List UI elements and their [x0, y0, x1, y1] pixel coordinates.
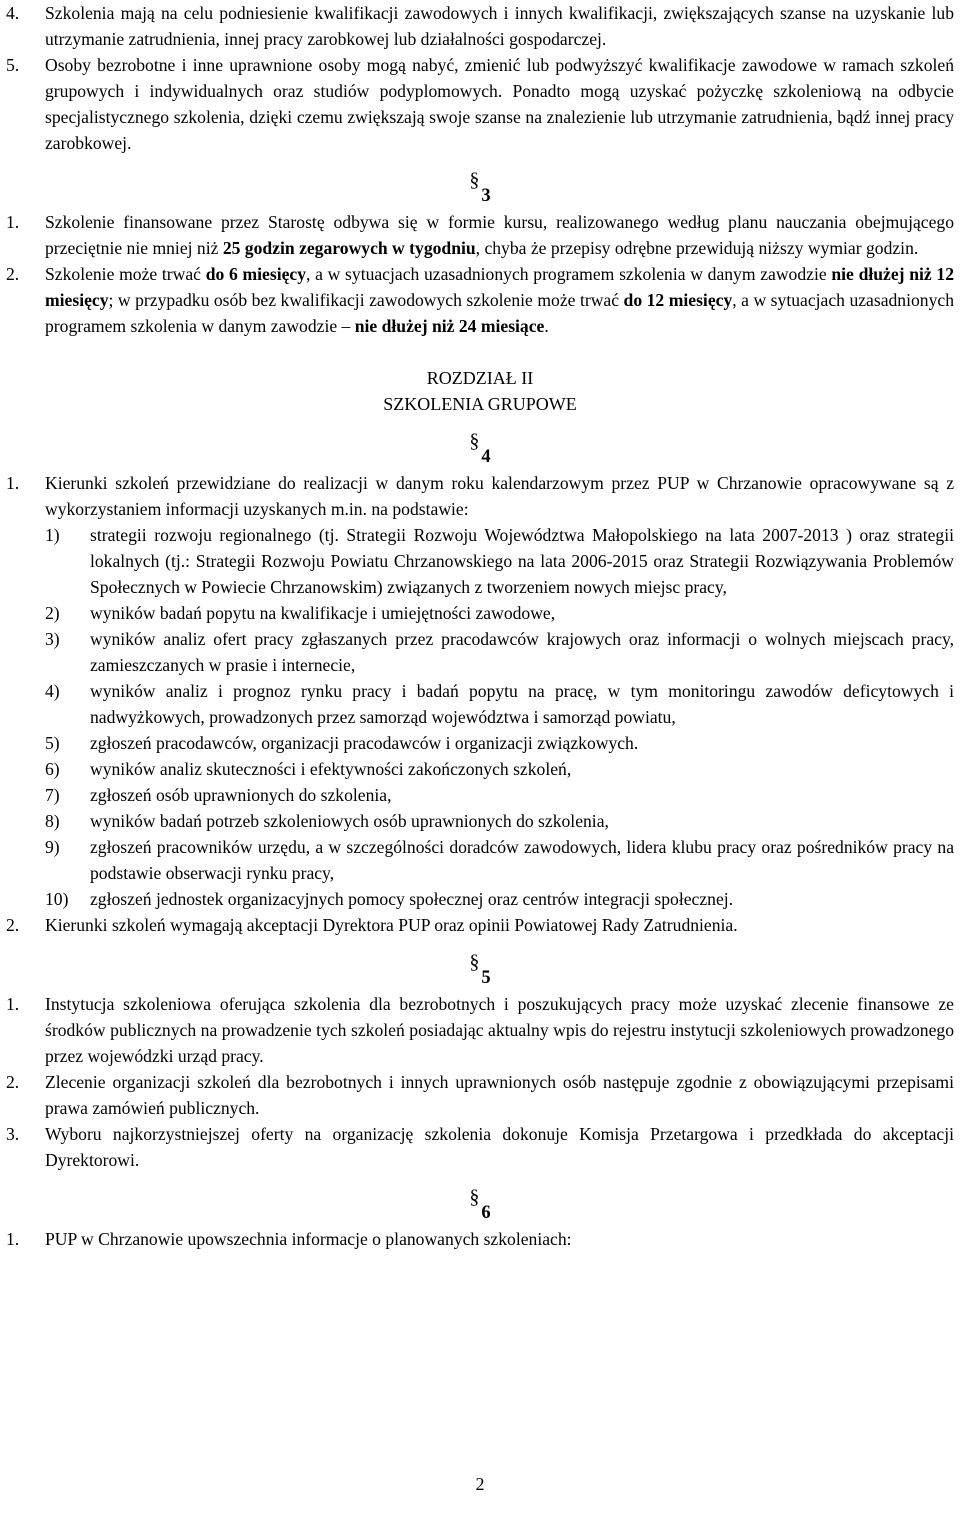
list-number: 2) — [45, 603, 60, 623]
list-item — [6, 782, 954, 808]
paragraph-text: Szkolenia mają na celu podniesienie kwalifikacji zawodowych i innych kwalifikacji, zwiększających szanse na uzyskanie lub utrzymanie zatrudnienia, innej pracy zarobkowej lub działalności gospodarczej. — [45, 3, 954, 49]
paragraph-number: 3. — [6, 1124, 20, 1144]
paragraph-text: PUP w Chrzanowie upowszechnia informacje o planowanych szkoleniach: — [45, 1229, 572, 1249]
list-number: 10) — [45, 889, 69, 909]
bold-text: do 6 miesięcy — [205, 264, 306, 284]
list-item — [6, 730, 954, 756]
list-number: 9) — [45, 837, 60, 857]
paragraph-number: 1. — [6, 1229, 20, 1249]
section-4-heading — [6, 430, 954, 470]
list-item — [6, 600, 954, 626]
list-text: wyników analiz i prognoz rynku pracy i badań popytu na pracę, w tym monitoringu zawodów deficytowych i nadwyżkowych, prowadzonych przez samorząd województwa i samorząd powiatu, — [90, 681, 954, 727]
list-number: 1) — [45, 525, 60, 545]
bold-text: nie dłużej niż 12 miesięcy — [45, 264, 954, 310]
paragraph-number: 2. — [6, 264, 20, 284]
list-item — [6, 626, 954, 678]
list-number: 7) — [45, 785, 60, 805]
s5-paragraph-2 — [6, 1069, 954, 1121]
paragraph-5 — [6, 52, 954, 156]
section-symbol: § — [469, 1186, 480, 1208]
list-text: wyników badań popytu na kwalifikacje i umiejętności zawodowe, — [90, 603, 556, 623]
section-3-heading — [6, 169, 954, 209]
paragraph-number: 5. — [6, 55, 20, 75]
list-item — [6, 756, 954, 782]
list-text: wyników analiz skuteczności i efektywności zakończonych szkoleń, — [90, 759, 572, 779]
paragraph-number: 2. — [6, 915, 20, 935]
text: Szkolenie może trwać — [45, 264, 206, 284]
bold-text: 25 godzin zegarowych w tygodniu — [222, 238, 476, 258]
list-item — [6, 522, 954, 600]
list-text: wyników analiz ofert pracy zgłaszanych przez pracodawców krajowych oraz informacji o wolnych miejscach pracy, zamieszczanych w prasie i internecie, — [90, 629, 954, 675]
s4-list — [6, 522, 954, 912]
paragraph-number: 1. — [6, 994, 20, 1014]
paragraph-text: Instytucja szkoleniowa oferująca szkolenia dla bezrobotnych i poszukujących pracy może uzyskać zlecenie finansowe ze środków publicznych na prowadzenie tych szkoleń posiadając aktualny wpis do rejestru instytucji szkoleniowych prowadzonego przez wojewódzki urząd pracy. — [45, 994, 954, 1066]
section-number: 6 — [481, 1203, 491, 1223]
paragraph-text: Osoby bezrobotne i inne uprawnione osoby mogą nabyć, zmienić lub podwyższyć kwalifikacje zawodowe w ramach szkoleń grupowych i indywidualnych oraz studiów podyplomowych. Ponadto mogą uzyskać pożyczkę szkoleniową na odbycie specjalistycznego szkolenia, dzięki czemu zwiększają swoje szanse na znalezienie lub utrzymanie zatrudnienia, bądź innej pracy zarobkowej. — [45, 55, 954, 153]
s6-paragraph-1 — [6, 1226, 954, 1252]
list-number: 8) — [45, 811, 60, 831]
section-6-heading — [6, 1186, 954, 1226]
list-number: 4) — [45, 681, 60, 701]
paragraph-text: Zlecenie organizacji szkoleń dla bezrobotnych i innych uprawnionych osób następuje zgodnie z obowiązującymi przepisami prawa zamówień publicznych. — [45, 1072, 954, 1118]
list-text: zgłoszeń jednostek organizacyjnych pomocy społecznej oraz centrów integracji społecznej. — [90, 889, 734, 909]
list-text: wyników badań potrzeb szkoleniowych osób uprawnionych do szkolenia, — [90, 811, 609, 831]
paragraph-number: 4. — [6, 3, 20, 23]
s5-paragraph-3 — [6, 1121, 954, 1173]
text: Szkolenie finansowane przez Starostę odbywa się w formie kursu, realizowanego według planu nauczania obejmującego przeciętnie nie mniej niż — [45, 212, 954, 258]
paragraph-text: Kierunki szkoleń wymagają akceptacji Dyrektora PUP oraz opinii Powiatowej Rady Zatrudnienia. — [45, 915, 738, 935]
list-number: 6) — [45, 759, 60, 779]
list-item — [6, 834, 954, 886]
list-item — [6, 678, 954, 730]
paragraph-number: 2. — [6, 1072, 20, 1092]
text: , a w sytuacjach uzasadnionych programem szkolenia w danym zawodzie – — [45, 290, 954, 336]
list-item — [6, 808, 954, 834]
bold-text: do 12 miesięcy — [623, 290, 733, 310]
s4-paragraph-1 — [6, 470, 954, 522]
s3-paragraph-2 — [6, 261, 954, 339]
s3-paragraph-1 — [6, 209, 954, 261]
list-text: zgłoszeń pracodawców, organizacji pracodawców i organizacji związkowych. — [90, 733, 639, 753]
s4-paragraph-2 — [6, 912, 954, 938]
text: . — [544, 316, 549, 336]
s5-paragraph-1 — [6, 991, 954, 1069]
paragraph-text: Wyboru najkorzystniejszej oferty na organizację szkolenia dokonuje Komisja Przetargowa i przedkłada do akceptacji Dyrektorowi. — [45, 1124, 954, 1170]
list-text: zgłoszeń pracowników urzędu, a w szczególności doradców zawodowych, lidera klubu pracy oraz pośredników pracy na podstawie obserwacji rynku pracy, — [90, 837, 954, 883]
section-number: 5 — [481, 968, 491, 988]
list-item — [6, 886, 954, 912]
section-5-heading — [6, 951, 954, 991]
section-symbol: § — [469, 169, 480, 191]
paragraph-number: 1. — [6, 473, 20, 493]
paragraph-number: 1. — [6, 212, 20, 232]
section-symbol: § — [469, 430, 480, 452]
list-number: 3) — [45, 629, 60, 649]
section-number: 3 — [481, 186, 491, 206]
list-number: 5) — [45, 733, 60, 753]
section-number: 4 — [481, 447, 491, 467]
section-symbol: § — [469, 951, 480, 973]
list-text: strategii rozwoju regionalnego (tj. Strategii Rozwoju Województwa Małopolskiego na lata 2007-2013 ) oraz strategii lokalnych (tj.: Strategii Rozwoju Powiatu Chrzanowskiego na lata 2006-2015 oraz Strategii Rozwiązywania Problemów Społecznych w Powiecie Chrzanowskim) związanych z tworzeniem nowych miejsc pracy, — [90, 525, 954, 597]
list-text: zgłoszeń osób uprawnionych do szkolenia, — [90, 785, 392, 805]
paragraph-4 — [6, 0, 954, 52]
chapter-subtitle: SZKOLENIA GRUPOWE — [383, 394, 577, 414]
bold-text: nie dłużej niż 24 miesiące — [354, 316, 545, 336]
paragraph-text: Kierunki szkoleń przewidziane do realizacji w danym roku kalendarzowym przez PUP w Chrzanowie opracowywane są z wykorzystaniem informacji uzyskanych m.in. na podstawie: — [45, 473, 954, 519]
chapter-title: ROZDZIAŁ II — [426, 368, 534, 388]
page-number: 2 — [475, 1474, 485, 1494]
text: ; w przypadku osób bez kwalifikacji zawodowych szkolenie może trwać — [108, 290, 624, 310]
text: , chyba że przepisy odrębne przewidują niższy wymiar godzin. — [475, 238, 919, 258]
text: , a w sytuacjach uzasadnionych programem szkolenia w danym zawodzie — [306, 264, 832, 284]
